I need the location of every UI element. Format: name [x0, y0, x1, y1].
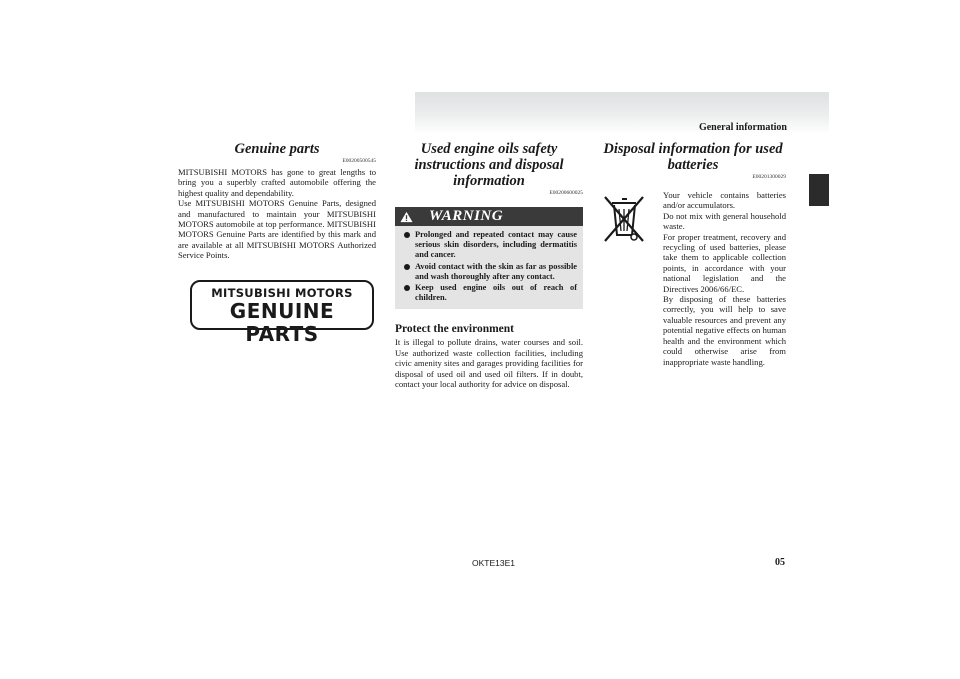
genuine-parts-section — [178, 141, 376, 346]
protect-environment-body: It is illegal to pollute drains, water courses and soil. Use authorized waste collection facilities, including civic amenity sites and garages providing facilities for disposal of used oil and used oil filters. If in doubt, contact your local authority for advice on disposal. — [395, 337, 583, 390]
bullet-icon — [404, 264, 410, 270]
genuine-parts-code: E00200500545 — [342, 158, 376, 164]
warning-item-text: Prolonged and repeated contact may cause serious skin disorders, including dermatitis and cancer. — [415, 230, 577, 260]
warning-triangle-icon — [400, 211, 413, 223]
batteries-content — [600, 190, 786, 367]
batteries-section — [600, 141, 786, 367]
engine-oils-code: E00200600025 — [549, 190, 583, 196]
warning-item — [404, 230, 577, 261]
batteries-title: Disposal information for used batteries — [603, 141, 783, 173]
footer-doc-code: OKTE13E1 — [472, 558, 515, 568]
logo-brand-line: MITSUBISHI MOTORS — [211, 285, 353, 300]
page-number: 05 — [775, 557, 785, 568]
warning-item-text: Avoid contact with the skin as far as possible and wash thoroughly after any contact. — [415, 261, 577, 281]
warning-list — [395, 230, 583, 303]
bin-wrap — [600, 190, 655, 367]
batteries-code: E00201300029 — [752, 174, 786, 180]
warning-header — [395, 207, 583, 226]
section-thumb-tab — [809, 174, 829, 206]
crossed-out-wheelie-bin-icon — [600, 191, 648, 245]
logo-genuine-parts-line: GENUINE PARTS — [229, 298, 335, 346]
genuine-parts-logo — [190, 280, 374, 346]
running-header: General information — [698, 122, 787, 133]
protect-environment-heading: Protect the environment — [395, 323, 515, 336]
warning-label: WARNING — [429, 208, 504, 224]
warning-item — [404, 283, 577, 303]
genuine-parts-title: Genuine parts — [234, 141, 320, 157]
engine-oils-section — [395, 141, 583, 389]
warning-item-text: Keep used engine oils out of reach of children. — [415, 283, 577, 303]
warning-item — [404, 262, 577, 282]
batteries-body: Your vehicle contains batteries and/or accumulators. Do not mix with general household waste. For proper treatment, recovery and recycling of used batteries, please take them to applicable collection points, in accordance with your national legislation and the Directives 2006/66/EC. By disposing of these batteries correctly, you will help to save valuable resources and prevent any potential negative effects on human health and the environment which could otherwise arise from inappropriate waste handling. — [663, 190, 786, 367]
genuine-parts-body: MITSUBISHI MOTORS has gone to great lengths to bring you a superbly crafted automobile offering the highest quality and dependability. Use MITSUBISHI MOTORS Genuine Parts, designed and manufactured to maintain your MITSUBISHI MOTORS automobile at top performance. MITSUBISHI MOTORS Genuine Parts are identified by this mark and are available at all MITSUBISHI MOTORS Authorized Service Points. — [178, 167, 376, 261]
bullet-icon — [404, 232, 410, 238]
warning-box — [395, 207, 583, 309]
bullet-icon — [404, 285, 410, 291]
engine-oils-title: Used engine oils safety instructions and disposal information — [414, 141, 564, 189]
